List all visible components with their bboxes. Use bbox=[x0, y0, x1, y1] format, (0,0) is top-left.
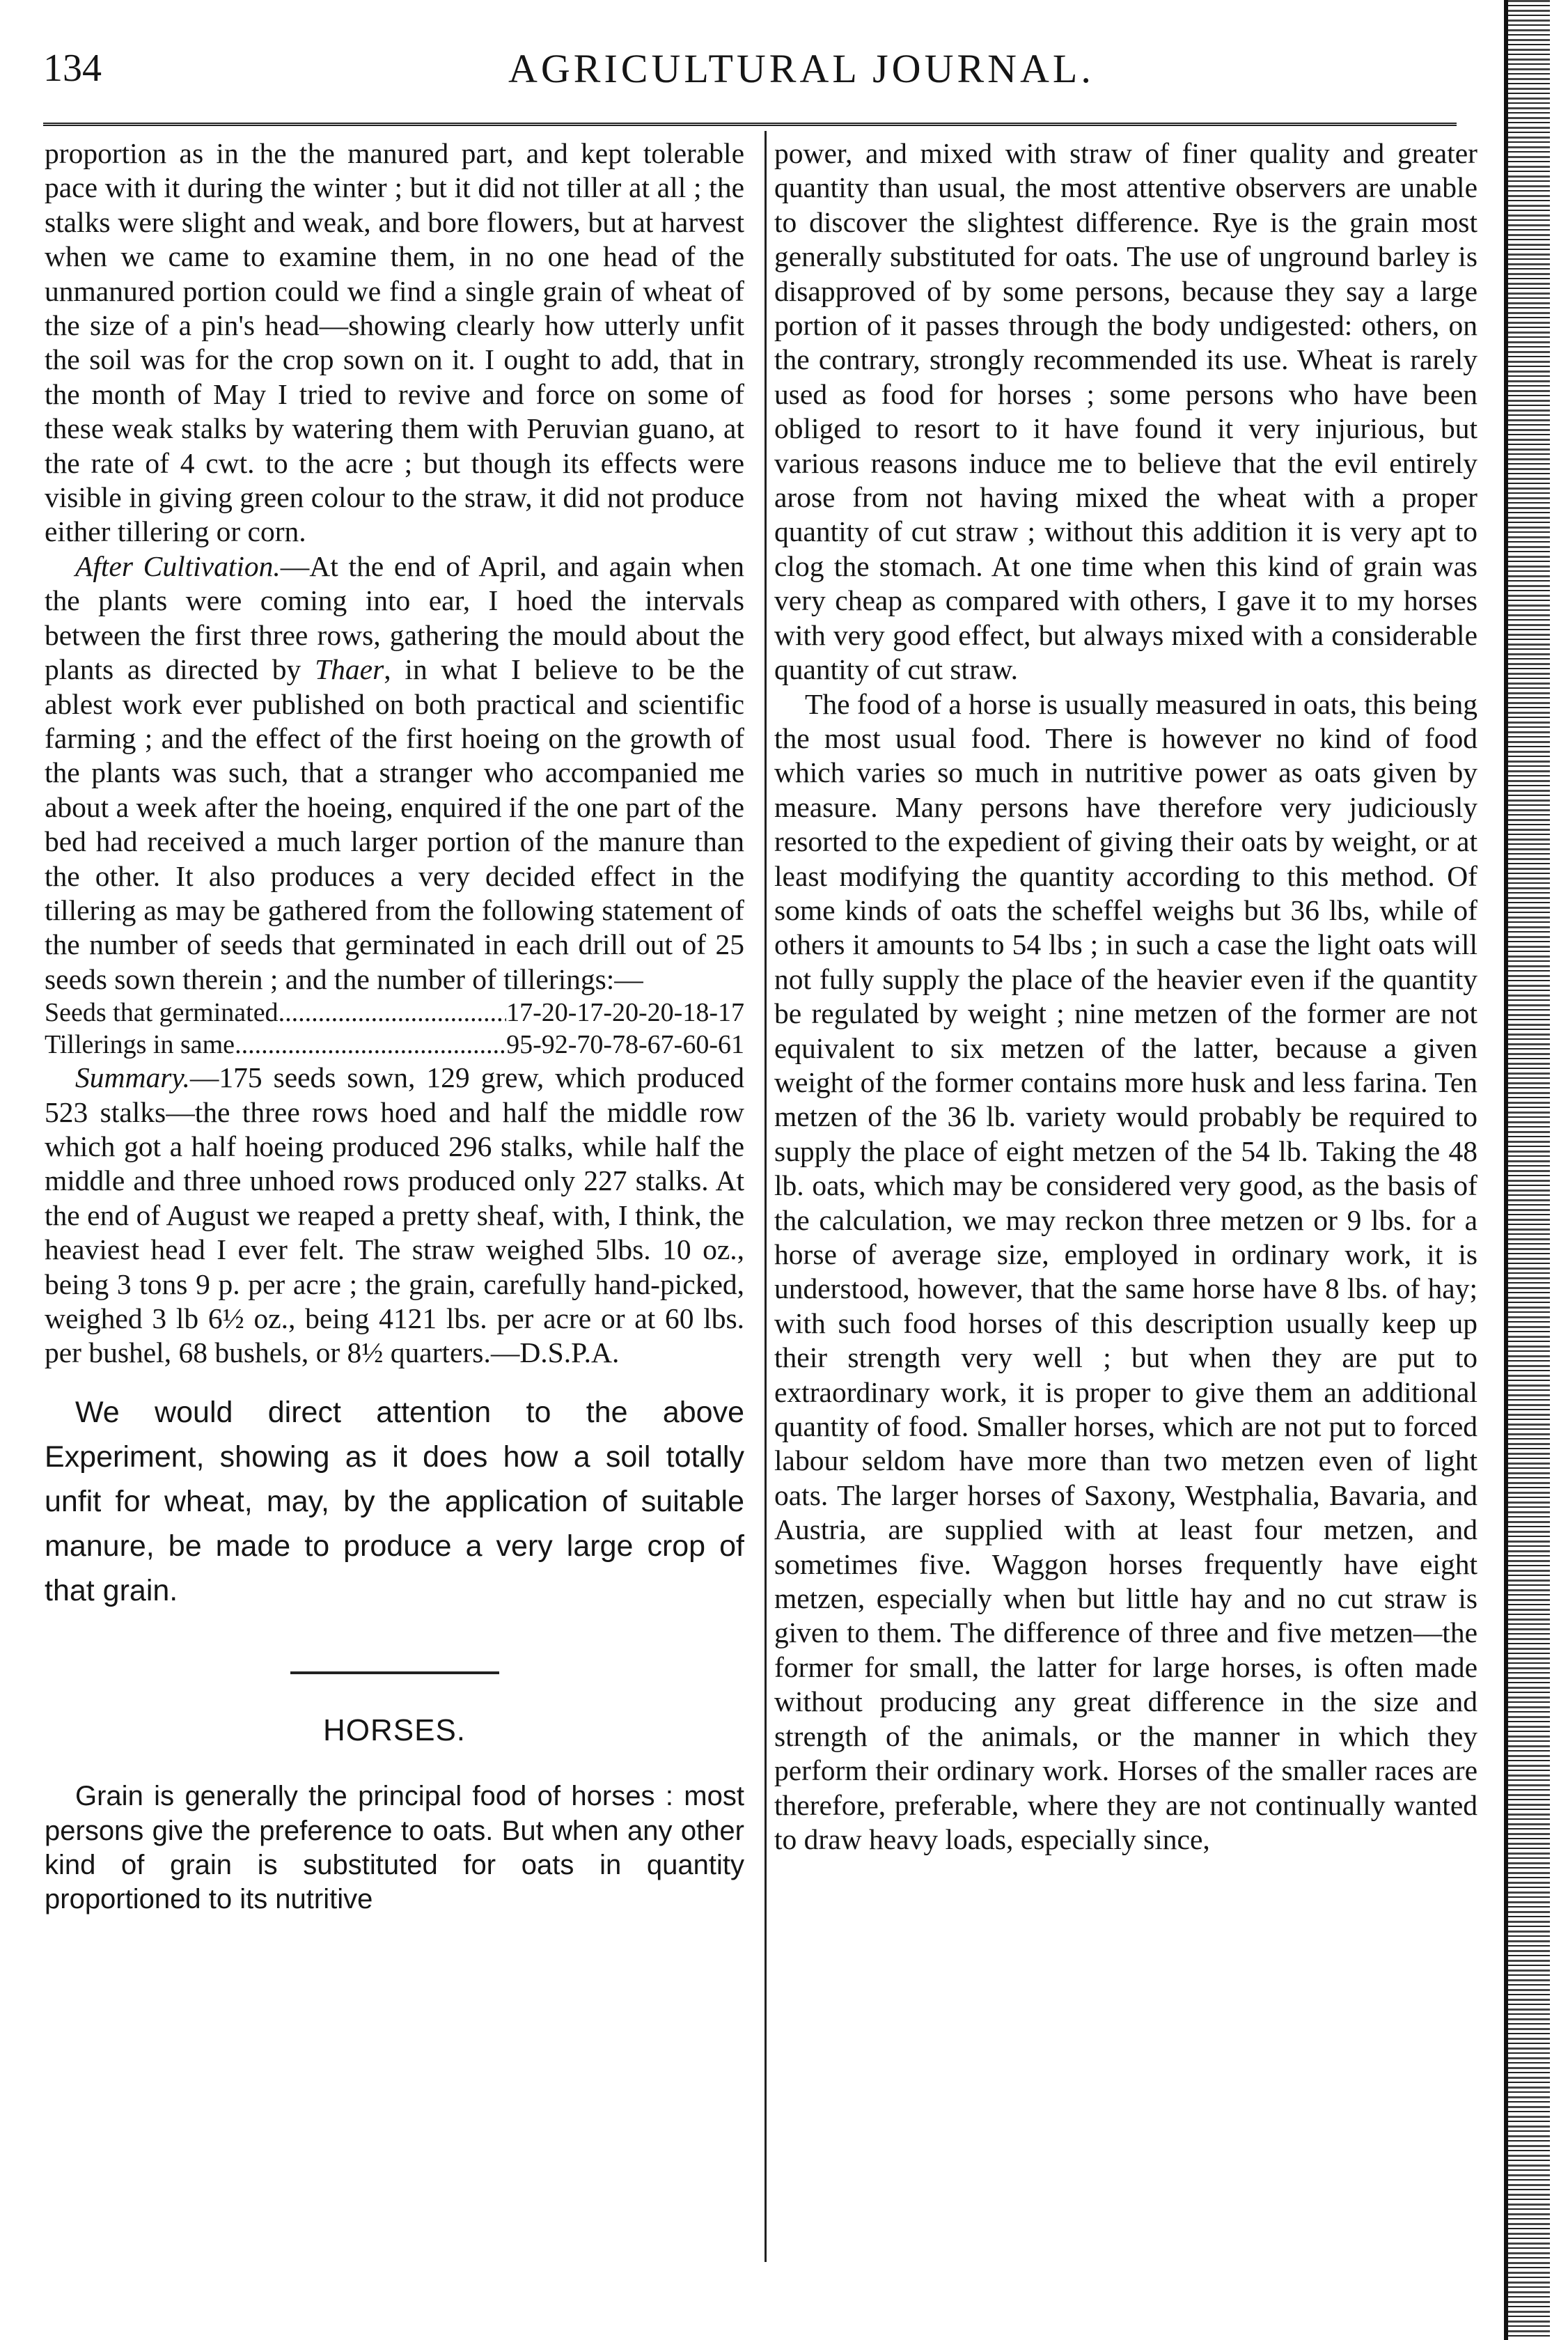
right-column bbox=[774, 136, 1477, 1857]
summary-text: —175 seeds sown, 129 grew, which produced 523 stalks—the three rows hoed and half the middle row which got a half hoeing produced 296 stalks, while half the middle and three unhoed rows produced only 227 stalks. At the end of August we reaped a pretty sheaf, with, I think, the heaviest head I ever felt. The straw weighed 5lbs. 10 oz., being 3 tons 9 p. per acre ; the grain, carefully hand-picked, weighed 3 lb 6½ oz., being 4121 lbs. per acre or at 60 lbs. per bushel, 68 bushels, or 8½ quarters.—D.S.P.A. bbox=[45, 1061, 744, 1369]
section-separator bbox=[290, 1671, 499, 1674]
table-row-label: Tillerings in same bbox=[45, 1030, 235, 1060]
table-row-germinated bbox=[45, 997, 744, 1029]
thaer-name: Thaer bbox=[315, 653, 384, 686]
dot-leader bbox=[235, 1029, 506, 1061]
table-row-values: 17-20-17-20-20-18-17 bbox=[506, 998, 744, 1028]
after-cultivation-text-b: , in what I believe to be the ablest work ever published on both practical and scientific farming ; and the effect of the first hoeing on the growth of the plants was such, that a stranger who accompanied me about a week after the hoeing, enquired if the one part of the bed had received a much larger portion of the manure than the other. It also produces a very decided effect in the tillering as may be gathered from the following statement of the number of seeds that germinated in each drill out of 25 seeds sown therein ; and the number of tillerings:— bbox=[45, 653, 744, 995]
dot-leader bbox=[279, 997, 507, 1029]
paragraph-food-of-horse: The food of a horse is usually measured in oats, this being the most usual food. There is however no kind of food which varies so much in nutritive power as oats given by measure. Many persons have therefore very judiciously resorted to the expedient of giving their oats by weight, or at least modifying the quantity according to this method. Of some kinds of oats the scheffel weighs but 36 lbs, while of others it amounts to 54 lbs ; in such a case the light oats will not fully supply the place of the heavier even if the quantity be regulated by weight ; nine metzen of the former are not equivalent to six metzen of the latter, because a given weight of the former contains more husk and less farina. Ten metzen of the 36 lb. variety would probably be required to supply the place of eight metzen of the 54 lb. Taking the 48 lb. oats, which may be considered very good, as the basis of the calculation, we may reckon three metzen or 9 lbs. for a horse of average size, employed in ordinary work, it is understood, however, that the same horse have 8 lbs. of hay; with such food horses of this description usually keep up their strength very well ; but when they are put to extraordinary work, it is proper to give them an additional quantity of food. Smaller horses, which are not put to forced labour seldom have more than two metzen even of light oats. The larger horses of Saxony, Westphalia, Bavaria, and Austria, are supplied with at least four metzen, and sometimes five. Waggon horses frequently have eight metzen, especially when but little hay and no cut straw is given to them. The difference of three and five metzen—the former for small, the latter for large horses, is often made without producing any great difference in the size and strength of the animals, or the manner in which they perform their ordinary work. Horses of the smaller races are therefore, preferable, where they are not continually wanted to draw heavy loads, especially since, bbox=[774, 687, 1477, 1855]
page-number: 134 bbox=[43, 47, 102, 90]
header-rule bbox=[43, 123, 1457, 126]
column-divider bbox=[765, 131, 767, 2262]
paragraph-summary bbox=[45, 1061, 744, 1371]
summary-heading: Summary. bbox=[75, 1061, 190, 1094]
table-row-label: Seeds that germinated bbox=[45, 998, 279, 1028]
paragraph-power: power, and mixed with straw of finer quality and greater quantity than usual, the most attentive observers are unable to discover the slightest difference. Rye is the grain most generally substituted for oats. The use of unground barley is disapproved of by some persons, because they say a large portion of it passes through the body undigested: others, on the contrary, strongly recommended its use. Wheat is rarely used as food for horses ; some persons who have been obliged to resort to it have found it very injurious, but various reasons induce me to believe that the evil entirely arose from not having mixed the wheat with a proper quantity of cut straw ; without this addition it is very apt to clog the stomach. At one time when this kind of grain was very cheap as compared with others, I gave it to my horses with very good effect, but always mixed with a considerable quantity of cut straw. bbox=[774, 137, 1477, 686]
left-column bbox=[45, 136, 744, 1917]
paragraph-after-cultivation bbox=[45, 549, 744, 997]
paragraph-proportion: proportion as in the the manured part, and kept tolerable pace with it during the winter ; but it did not tiller at all ; the stalks were slight and weak, and bore flowers, but at harvest when we came to examine them, in no one head of the unmanured portion could we find a single grain of wheat of the size of a pin's head—showing clearly how utterly unfit the soil was for the crop sown on it. I ought to add, that in the month of May I tried to revive and force on some of these weak stalks by watering them with Peruvian guano, at the rate of 4 cwt. to the acre ; but though its effects were visible in giving green colour to the straw, it did not produce either tillering or corn. bbox=[45, 137, 744, 548]
section-title-horses: HORSES. bbox=[322, 1713, 467, 1747]
table-row-tillerings bbox=[45, 1029, 744, 1061]
after-cultivation-heading: After Cultivation. bbox=[75, 549, 281, 582]
after-cultivation-text-a: —At the end of April, and again when the plants were coming into ear, I hoed the intervals between the first three rows, gathering the mould about the plants as directed by bbox=[45, 549, 744, 686]
paragraph-horses-intro: Grain is generally the principal food of horses : most persons give the preference to oats. But when any other kind of grain is substituted for oats in quantity proportioned to its nutritive bbox=[45, 1781, 744, 1915]
page-edge-border bbox=[1504, 0, 1550, 2340]
table-row-values: 95-92-70-78-67-60-61 bbox=[506, 1030, 744, 1060]
running-header-title: AGRICULTURAL JOURNAL. bbox=[508, 46, 1095, 91]
editor-note: We would direct attention to the above Experiment, showing as it does how a soil totally unfit for wheat, may, by the application of suitable manure, be made to produce a very large crop of that grain. bbox=[45, 1395, 744, 1607]
